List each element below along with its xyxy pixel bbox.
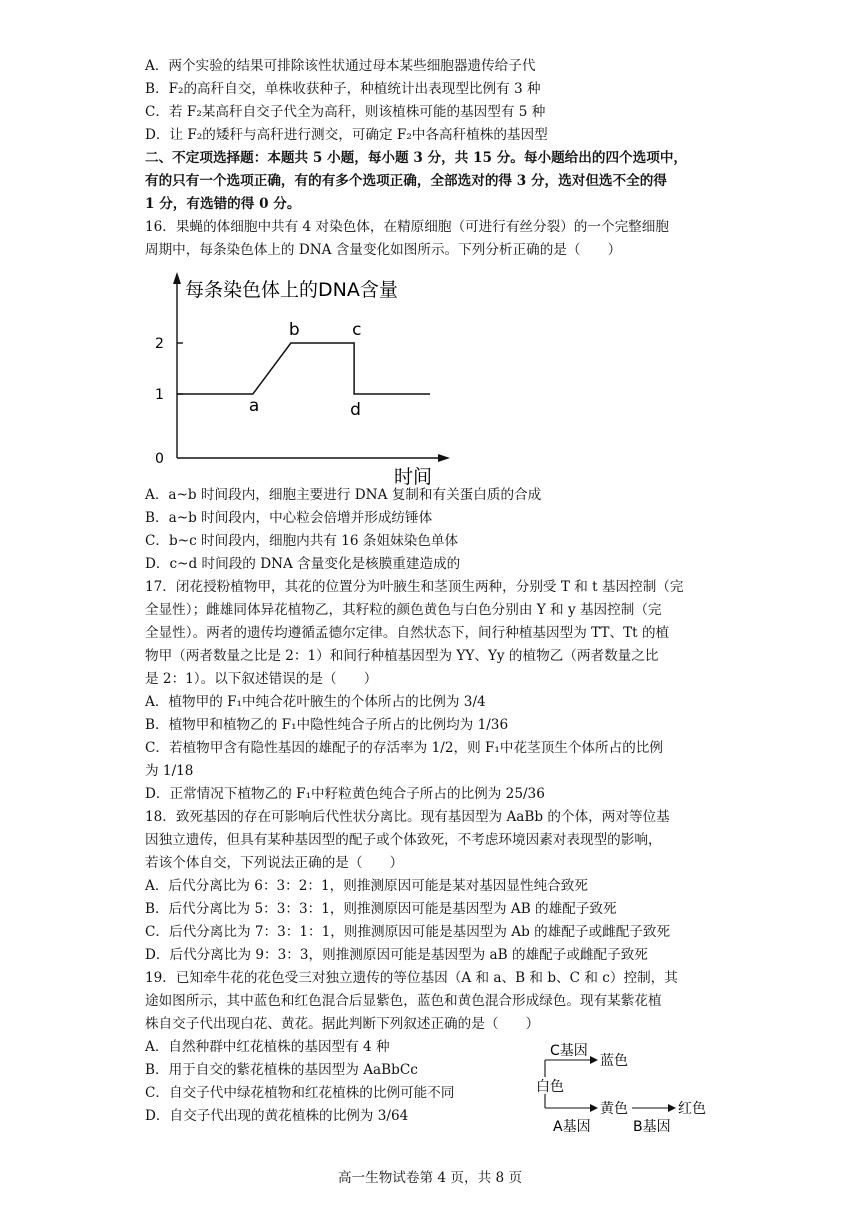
- text-line: 因独立遗传，但具有某种基因型的配子或个体致死，不考虑环境因素对表现型的影响，: [145, 832, 662, 848]
- gene-b-label: B基因: [633, 1119, 671, 1135]
- text-line: D．自交子代出现的黄花植株的比例为 3/64: [145, 1108, 409, 1124]
- point-label-d: d: [350, 400, 361, 420]
- text-line: B．F₂的高秆自交，单株收获种子，种植统计出表现型比例有 3 种: [145, 81, 541, 97]
- arrow-to-blue: [590, 1056, 598, 1064]
- y-tick-0: 0: [155, 451, 164, 467]
- text-line: 全显性）；雌雄同体异花植物乙，其籽粒的颜色黄色与白色分别由 Y 和 y 基因控制（完: [145, 602, 662, 618]
- arrow-to-yellow: [590, 1104, 598, 1112]
- text-line: B．植物甲和植物乙的 F₁中隐性纯合子所占的比例均为 1/36: [145, 717, 509, 733]
- page-footer: 高一生物试卷第 4 页，共 8 页: [337, 1170, 523, 1186]
- text-line: C．自交子代中绿花植物和红花植株的比例可能不同: [145, 1085, 455, 1101]
- text-line: 二、不定项选择题：本题共 5 小题，每小题 3 分，共 15 分。每小题给出的四个选项中，: [145, 150, 688, 166]
- white-label: 白色: [536, 1079, 564, 1095]
- text-line: 周期中，每条染色体上的 DNA 含量变化如图所示。下列分析正确的是（ ）: [145, 242, 622, 258]
- text-line: C．b~c 时间段内，细胞内共有 16 条姐妹染色单体: [145, 533, 459, 549]
- text-line: A．自然种群中红花植株的基因型有 4 种: [145, 1039, 390, 1055]
- text-line: D．后代分离比为 9：3：3，则推测原因可能是基因型为 aB 的雄配子或雌配子致死: [145, 947, 648, 963]
- text-line: B．后代分离比为 5：3：3：1，则推测原因可能是基因型为 AB 的雄配子致死: [145, 901, 617, 917]
- red-label: 红色: [678, 1101, 706, 1117]
- chart-title: 每条染色体上的DNA含量: [185, 279, 398, 301]
- text-line: 为 1/18: [145, 763, 194, 779]
- text-line: 若该个体自交，下列说法正确的是（ ）: [145, 855, 404, 871]
- text-line: 16．果蝇的体细胞中共有 4 对染色体，在精原细胞（可进行有丝分裂）的一个完整细胞: [145, 219, 669, 235]
- point-label-c: c: [352, 320, 362, 340]
- text-line: C．若 F₂某高秆自交子代全为高秆，则该植株可能的基因型有 5 种: [145, 104, 546, 120]
- text-line: B．用于自交的紫花植株的基因型为 AaBbCc: [145, 1062, 418, 1078]
- text-line: 全显性）。两者的遗传均遵循孟德尔定律。自然状态下，间行种植基因型为 TT、Tt 的植: [145, 625, 670, 641]
- blue-label: 蓝色: [600, 1053, 628, 1069]
- text-line: 1 分，有选错的得 0 分。: [145, 196, 301, 212]
- gene-c-label: C基因: [550, 1043, 588, 1059]
- text-line: A．后代分离比为 6：3：2：1，则推测原因可能是某对基因显性纯合致死: [145, 878, 588, 894]
- point-label-a: a: [248, 396, 260, 416]
- y-tick-1: 1: [155, 387, 164, 403]
- x-axis-label: 时间: [394, 466, 433, 488]
- text-line: 是 2：1）。以下叙述错误的是（ ）: [145, 671, 378, 687]
- text-line: 途如图所示，其中蓝色和红色混合后显紫色，蓝色和黄色混合形成绿色。现有某紫花植: [145, 993, 662, 1009]
- text-line: D．让 F₂的矮秆与高秆进行测交，可确定 F₂中各高秆植株的基因型: [145, 127, 548, 143]
- text-line: 19．已知牵牛花的花色受三对独立遗传的等位基因（A 和 a、B 和 b、C 和 c）控制，其: [145, 970, 678, 986]
- text-line: 有的只有一个选项正确，有的有多个选项正确，全部选对的得 3 分，选对但选不全的得: [145, 173, 667, 189]
- yellow-label: 黄色: [600, 1101, 628, 1117]
- text-line: A．两个实验的结果可排除该性状通过母本某些细胞器遗传给子代: [145, 58, 536, 74]
- text-line: D．正常情况下植物乙的 F₁中籽粒黄色纯合子所占的比例为 25/36: [145, 786, 545, 802]
- text-line: B．a~b 时间段内，中心粒会倍增并形成纺锤体: [145, 510, 433, 526]
- text-line: D．c~d 时间段的 DNA 含量变化是核膜重建造成的: [145, 556, 461, 572]
- point-label-b: b: [288, 320, 300, 340]
- text-line: 株自交子代出现白花、黄花。据此判断下列叙述正确的是（ ）: [145, 1016, 540, 1032]
- text-line: C．若植物甲含有隐性基因的雄配子的存活率为 1/2，则 F₁中花茎顶生个体所占的比例: [145, 740, 663, 756]
- y-tick-2: 2: [155, 336, 164, 352]
- text-line: A．植物甲的 F₁中纯合花叶腋生的个体所占的比例为 3/4: [145, 694, 486, 710]
- text-line: 17．闭花授粉植物甲，其花的位置分为叶腋生和茎顶生两种，分别受 T 和 t 基因控制（完: [145, 579, 684, 595]
- text-line: C．后代分离比为 7：3：1：1，则推测原因可能是基因型为 Ab 的雄配子或雌配子致死: [145, 924, 671, 940]
- arrow-to-red: [668, 1104, 676, 1112]
- text-line: 18．致死基因的存在可影响后代性状分离比。现有基因型为 AaBb 的个体，两对等位基: [145, 809, 670, 825]
- text-line: A．a~b 时间段内，细胞主要进行 DNA 复制和有关蛋白质的合成: [145, 487, 542, 503]
- gene-a-label: A基因: [553, 1119, 591, 1135]
- text-line: 物甲（两者数量之比是 2：1）和间行种植基因型为 YY、Yy 的植物乙（两者数量之比: [145, 648, 659, 664]
